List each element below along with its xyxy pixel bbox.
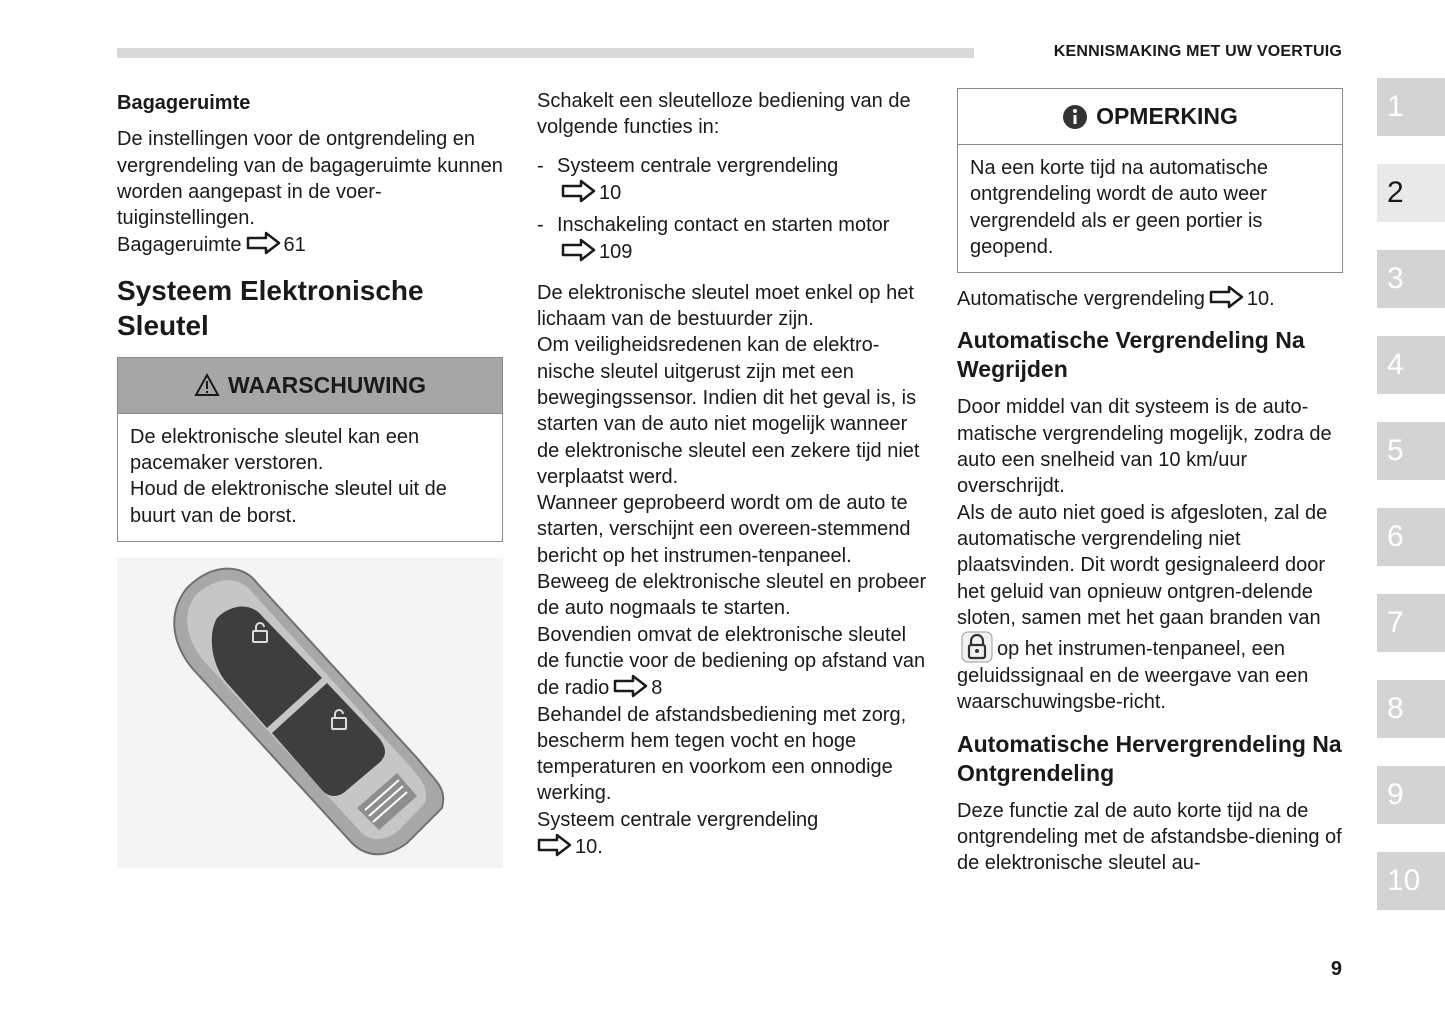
list-item: - Systeem centrale vergrendeling 10 <box>537 154 839 204</box>
note-header <box>958 89 1342 145</box>
warning-text-2: Houd de elektronische sleutel uit de buurt van de borst. <box>130 478 447 527</box>
warning-title: WAARSCHUWING <box>227 372 427 399</box>
chapter-tab-2[interactable]: 2 <box>1377 164 1445 222</box>
chapter-tab-4[interactable]: 4 <box>1377 336 1445 394</box>
ref-page: 61 <box>283 234 306 257</box>
warning-body <box>118 414 502 541</box>
chapter-tab-3[interactable]: 3 <box>1377 250 1445 308</box>
chapter-title: KENNISMAKING MET UW VOERTUIG <box>1053 43 1342 60</box>
arrow-icon <box>246 231 282 255</box>
note-title: OPMERKING <box>1096 103 1238 130</box>
electronic-key-image <box>117 558 503 868</box>
paragraph: Als de auto niet goed is afgesloten, zal de automatische vergrendeling niet plaatsvinden. Dit wordt gesignaleerd door het geluid van opnieuw ontgren-delende sloten, samen met het gaan branden vanop het instrumen-tenpaneel, een geluidssignaal en de weergave van een waarschuwingsbe-richt. <box>957 501 1328 714</box>
warning-box <box>117 357 503 542</box>
list-item: - Inschakeling contact en starten motor 109 <box>537 214 890 264</box>
paragraph: Behandel de afstandsbediening met zorg, bescherm hem tegen vocht en hoge temperaturen en voorkom een onnodige werking. <box>537 703 907 805</box>
note-box <box>957 88 1343 273</box>
cross-reference[interactable] <box>117 231 503 258</box>
note-text: Na een korte tijd na automatische ontgrendeling wordt de auto weer vergrendeld als er geen portier is geopend. <box>970 157 1268 258</box>
paragraph: Wanneer geprobeerd wordt om de auto te starten, verschijnt een overeen-stemmend bericht op het instrumen-tenpaneel. Beweeg de elektronische sleutel en probeer de auto nogmaals te starten. <box>537 492 927 620</box>
column-right <box>957 88 1343 877</box>
section-heading: Automatische Hervergrendeling Na Ontgrendeling <box>957 730 1342 786</box>
ref-page: 8 <box>651 677 663 700</box>
ref-page: 10 <box>599 181 622 204</box>
paragraph: Om veiligheidsredenen kan de elektro-nische sleutel uitgerust zijn met een bewegingssensor. Indien dit het geval is, is starten van de auto niet mogelijk wanneer de elektronische sleutel een zekere tijd niet verplaatst werd. <box>537 334 920 488</box>
note-body <box>958 145 1342 272</box>
cross-reference[interactable] <box>609 677 662 699</box>
paragraph: Deze functie zal de auto korte tijd na de ontgrendeling met de afstandsbe-diening of de elektronische sleutel au- <box>957 799 1342 875</box>
warning-header <box>118 358 502 414</box>
ref-label: Automatische vergrendeling <box>957 288 1205 311</box>
section-heading: Automatische Vergrendeling Na Wegrijden <box>957 327 1305 383</box>
paragraph: Systeem centrale vergrendeling <box>537 808 819 831</box>
paragraph: De elektronische sleutel moet enkel op het lichaam van de bestuurder zijn. <box>537 281 914 331</box>
cross-reference[interactable] <box>557 182 621 204</box>
arrow-icon <box>561 238 597 262</box>
chapter-tab-10[interactable]: 10 <box>1377 852 1445 910</box>
arrow-icon <box>1209 285 1245 309</box>
warning-text-1: De elektronische sleutel kan een pacemaker verstoren. <box>130 425 420 475</box>
list-item-label: Inschakeling contact en starten motor <box>557 214 890 237</box>
ref-page: 109 <box>599 241 633 264</box>
paragraph-luggage: De instellingen voor de ontgrendeling en vergrendeling van de bagageruimte kunnen worden aangepast in de voer-tuiginstellingen. <box>117 128 503 230</box>
chapter-tab-5[interactable]: 5 <box>1377 422 1445 480</box>
chapter-tab-8[interactable]: 8 <box>1377 680 1445 738</box>
cross-reference[interactable] <box>557 241 632 263</box>
header-bar <box>117 48 974 58</box>
paragraph: Door middel van dit systeem is de auto-matische vergrendeling mogelijk, zodra de auto een snelheid van 10 km/uur overschrijdt. <box>957 396 1332 498</box>
chapter-tab-7[interactable]: 7 <box>1377 594 1445 652</box>
warning-triangle-icon <box>194 373 220 397</box>
info-icon <box>1062 104 1088 130</box>
page-number: 9 <box>1330 958 1342 980</box>
list-item-label: Systeem centrale vergrendeling <box>557 154 839 177</box>
column-left <box>117 88 503 868</box>
lock-icon <box>961 631 993 663</box>
cross-reference[interactable] <box>957 285 1343 312</box>
chapter-tab-1[interactable]: 1 <box>1377 78 1445 136</box>
ref-label: Bagageruimte <box>117 234 242 257</box>
arrow-icon <box>561 179 597 203</box>
paragraph: Bovendien omvat de elektronische sleutel de functie voor de bediening op afstand van de radio 8 <box>537 623 926 700</box>
arrow-icon <box>537 833 573 857</box>
column-middle <box>537 88 929 860</box>
ref-page: 10. <box>575 836 603 859</box>
ref-page: 10. <box>1246 288 1275 311</box>
chapter-tab-6[interactable]: 6 <box>1377 508 1445 566</box>
intro-text: Schakelt een sleutelloze bediening van de volgende functies in: <box>537 90 911 139</box>
arrow-icon <box>613 674 649 698</box>
subheading-luggage: Bagageruimte <box>117 92 251 114</box>
cross-reference[interactable] <box>537 833 929 860</box>
chapter-tab-9[interactable]: 9 <box>1377 766 1445 824</box>
section-heading: Systeem Elektronische Sleutel <box>117 274 424 341</box>
